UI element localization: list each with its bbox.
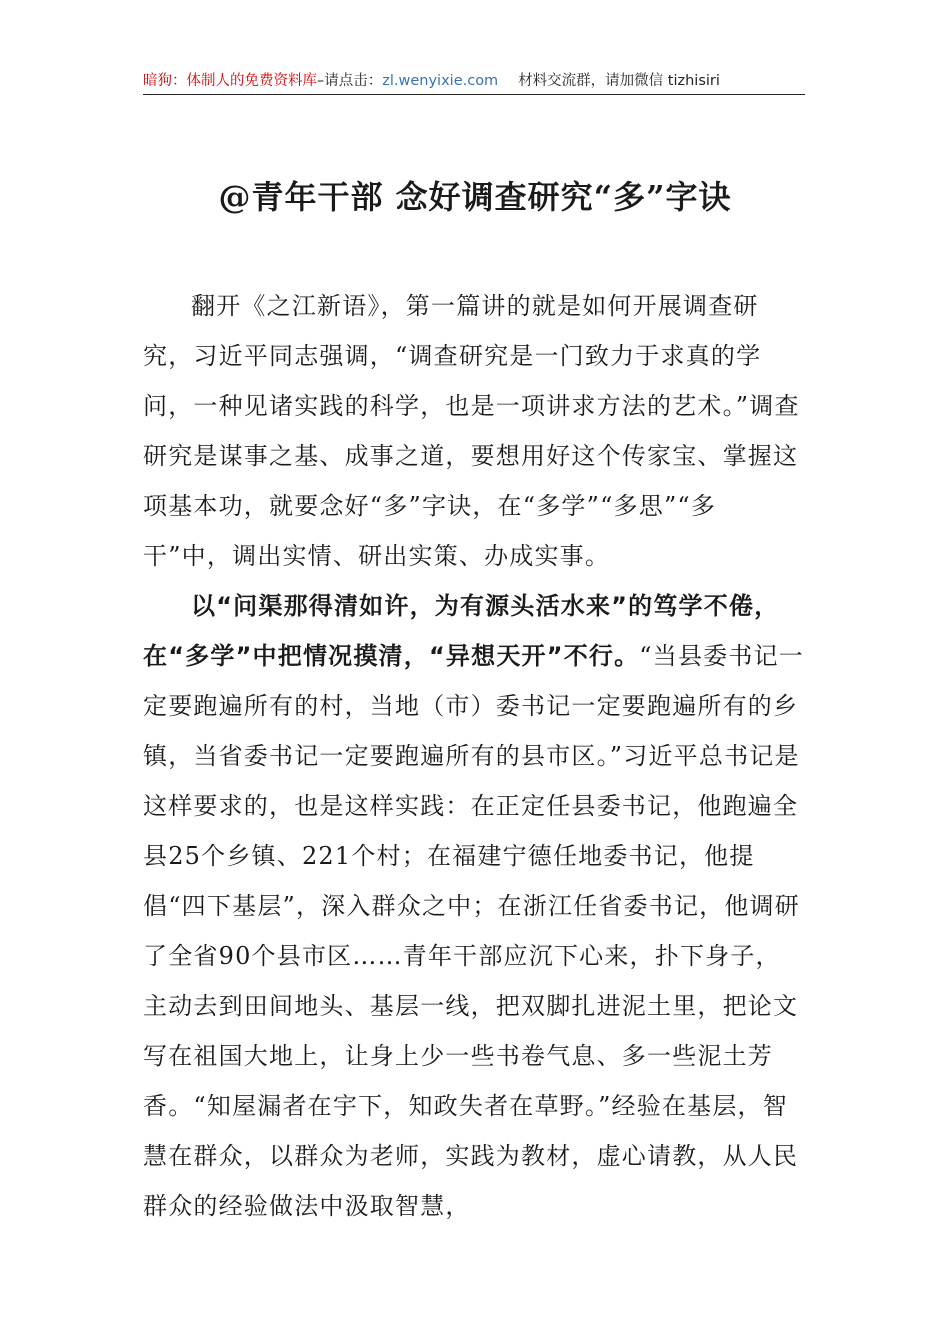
header-prompt: –请点击： xyxy=(317,73,383,89)
paragraph-lead: 以“问渠那得清如许，为有源头活水来”的笃学不倦，在“多学”中把情况摸清，“异想天开”不行。 xyxy=(143,592,780,670)
paragraph-2 xyxy=(143,581,805,1231)
paragraph-text: 翻开《之江新语》，第一篇讲的就是如何开展调查研究，习近平同志强调，“调查研究是一门致力于求真的学问，一种见诸实践的科学，也是一项讲求方法的艺术。”调查研究是谋事之基、成事之道，要想用好这个传家宝、掌握这项基本功，就要念好“多”字诀，在“多学”“多思”“多干”中，调出实情、研出实策、办成实事。 xyxy=(143,292,800,570)
document-body xyxy=(143,281,805,1231)
header-contact: 材料交流群，请加微信 tizhisiri xyxy=(518,73,720,89)
paragraph-text: “当县委书记一定要跑遍所有的村，当地（市）委书记一定要跑遍所有的乡镇，当省委书记一定要跑遍所有的县市区。”习近平总书记是这样要求的，也是这样实践：在正定任县委书记，他跑遍全县25个乡镇、221个村；在福建宁德任地委书记，他提倡“四下基层”，深入群众之中；在浙江任省委书记，他调研了全省90个县市区……青年干部应沉下心来，扑下身子，主动去到田间地头、基层一线，把双脚扎进泥土里，把论文写在祖国大地上，让身上少一些书卷气息、多一些泥土芳香。“知屋漏者在宇下，知政失者在草野。”经验在基层，智慧在群众，以群众为老师，实践为教材，虚心请教，从人民群众的经验做法中汲取智慧， xyxy=(143,642,804,1220)
page-header xyxy=(143,70,805,95)
paragraph-1 xyxy=(143,281,805,581)
header-brand: 暗狗：体制人的免费资料库 xyxy=(143,73,317,89)
header-url-link[interactable]: zl.wenyixie.com xyxy=(382,73,499,89)
document-title: @青年干部 念好调查研究“多”字诀 xyxy=(218,178,732,216)
